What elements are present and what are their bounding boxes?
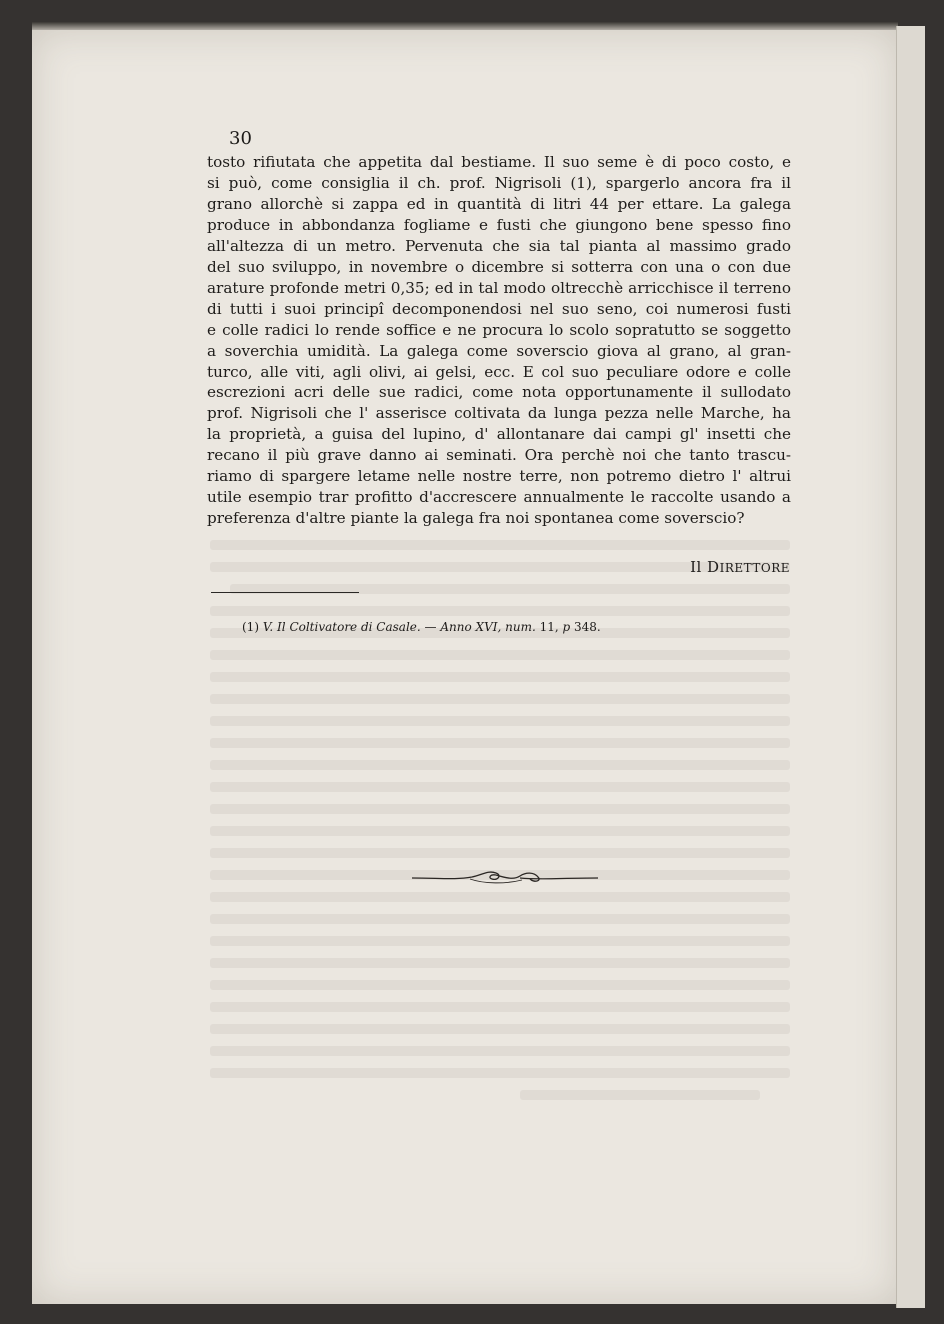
footnote-separator: — (424, 620, 437, 634)
footnote-volume: Anno XVI, num. (440, 620, 536, 634)
footnote-abbrev: V. (262, 620, 274, 634)
footnote-marker: (1) (242, 620, 259, 634)
text-line: di tutti i suoi principî decomponendosi nel suo seno, coi numerosi fusti (207, 299, 791, 318)
text-line: tosto rifiutata che appetita dal bestiame. Il suo seme è di poco costo, e (207, 153, 791, 171)
footnote-number: 11, (539, 620, 559, 634)
text-line: produce in abbondanza fogliame e fusti che giungono bene spesso fino (207, 215, 791, 234)
text-line: utile esempio trar profitto d'accrescere annualmente le raccolte usando a (207, 488, 791, 507)
footnote-page-abbrev: p (562, 620, 571, 634)
text-line: e colle radici lo rende soffice e ne procura lo scolo sopratutto se soggetto (207, 320, 791, 339)
ornament-flourish-icon (410, 866, 600, 890)
signature-initial: Il D (690, 558, 720, 576)
signature (690, 558, 790, 576)
footnote-rule (211, 592, 359, 593)
text-line: prof. Nigrisoli che l' asserisce coltivata da lunga pezza nelle Marche, ha (207, 404, 791, 423)
page-number: 30 (229, 128, 252, 149)
text-line: recano il più grave danno ai seminati. Ora perchè noi che tanto trascu- (207, 446, 791, 465)
footnote (242, 620, 601, 634)
text-line: all'altezza di un metro. Pervenuta che sia tal pianta al massimo grado (207, 236, 791, 255)
text-line: turco, alle viti, agli olivi, ai gelsi, ecc. E col suo peculiare odore e colle (207, 362, 791, 381)
footnote-page: 348. (574, 620, 601, 634)
text-line: si può, come consiglia il ch. prof. Nigrisoli (1), spargerlo ancora fra il (207, 173, 791, 192)
text-line: grano allorchè si zappa ed in quantità di litri 44 per ettare. La galega (207, 194, 791, 213)
body-paragraph (207, 152, 791, 529)
next-page-edge (896, 26, 925, 1308)
footnote-source: Il Coltivatore di Casale. (277, 620, 421, 634)
text-line: riamo di spargere letame nelle nostre terre, non potremo dietro l' altrui (207, 467, 791, 486)
text-line: preferenza d'altre piante la galega fra noi spontanea come soverscio? (207, 509, 745, 528)
signature-rest: IRETTORE (719, 561, 790, 575)
text-line: a soverchia umidità. La galega come soverscio giova al grano, al gran- (207, 341, 791, 360)
text-line: la proprietà, a guisa del lupino, d' allontanare dai campi gl' insetti che (207, 425, 791, 444)
text-line: escrezioni acri delle sue radici, come nota opportunamente il sullodato (207, 383, 791, 402)
text-line: del suo sviluppo, in novembre o dicembre si sotterra con una o con due (207, 257, 791, 276)
text-line: arature profonde metri 0,35; ed in tal modo oltrecchè arricchisce il terreno (207, 278, 791, 297)
